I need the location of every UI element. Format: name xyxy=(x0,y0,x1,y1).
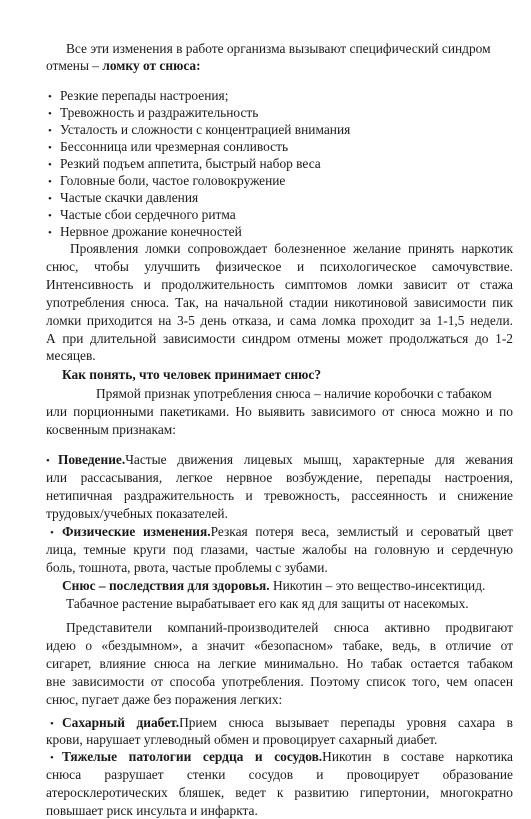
bullet-icon: • xyxy=(48,210,52,222)
paragraph-line xyxy=(62,577,485,594)
bullet-icon: • xyxy=(48,193,52,205)
intro-line-2 xyxy=(46,57,201,74)
bullet-icon: • xyxy=(48,108,52,120)
bullet-icon: • xyxy=(50,527,54,539)
paragraph-line: косвенным признакам: xyxy=(46,422,177,437)
paragraph-line: месяцев. xyxy=(46,348,96,363)
item-text: Никотин – это вещество-инсектицид. xyxy=(269,578,486,593)
bullet-icon: • xyxy=(48,91,52,103)
item-label: Тяжелые патологии сердца и сосудов. xyxy=(62,749,323,764)
paragraph-line: Проявления ломки сопровождает болезненное желание принять наркотик xyxy=(70,241,513,256)
bullet-icon: • xyxy=(48,176,52,188)
item-text: Частые движения лицевых мышц, характерные для жевания xyxy=(125,452,513,467)
list-item-text: Резкие перепады настроения; xyxy=(60,88,229,103)
item-label: Снюс – последствия для здоровья. xyxy=(62,578,270,593)
bullet-icon: • xyxy=(48,142,52,154)
list-item-text: Бессонница или чрезмерная сонливость xyxy=(60,139,289,154)
paragraph-line: ломки приходится на 3-5 день отказа, и сама ломка проходит за 1-1,5 недели. xyxy=(46,313,513,328)
bullet-icon: • xyxy=(48,227,52,239)
paragraph-line: или порционными пакетиками. Но выявить зависимого от снюса можно и по xyxy=(46,404,513,419)
item-label: Сахарный диабет. xyxy=(62,715,180,730)
paragraph-line: идею о «бездымном», а значит «безопасном» табаке, ведь, в отличие от xyxy=(46,638,513,653)
intro-line-2-text: отмены – xyxy=(46,58,103,73)
paragraph-line: лица, темные круги под глазами, частые жалобы на головную и сердечную xyxy=(46,542,513,557)
paragraph-line: снюс, пугает даже без поражения легких: xyxy=(46,692,283,707)
paragraph-line: или рассасывания, легкое нервное возбуждение, перепады настроения, xyxy=(46,470,513,485)
paragraph-line: сигарет, влияние снюса на легкие минимально. Но табак остается табаком xyxy=(46,656,513,671)
list-item-text: Головные боли, частое головокружение xyxy=(60,173,286,188)
paragraph-line xyxy=(50,748,513,767)
paragraph-line: повышает риск инсульта и инфаркта. xyxy=(46,803,258,818)
paragraph-line: вне зависимости от способа употребления. Поэтому список того, чем опасен xyxy=(46,674,513,689)
bullet-icon: • xyxy=(50,752,54,764)
paragraph-line: трудовых/учебных показателей. xyxy=(46,506,228,521)
paragraph-line: атеросклеротических бляшек, ведет к развитию гипертонии, многократно xyxy=(46,785,513,800)
list-item-text: Тревожность и раздражительность xyxy=(60,105,259,120)
paragraph-line: боль, тошнота, рвота, частые проблемы с зубами. xyxy=(46,560,328,575)
paragraph-line xyxy=(50,523,513,542)
paragraph-line: Прямой признак употребления снюса – наличие коробочки с табаком xyxy=(96,386,492,401)
list-item-text: Резкий подъем аппетита, быстрый набор веса xyxy=(60,156,321,171)
item-text: Резкая потеря веса, землистый и сероватый цвет xyxy=(210,524,513,539)
list-item-text: Частые скачки давления xyxy=(60,190,199,205)
paragraph-line: употребления снюса. Так, на начальной стадии никотиновой зависимости пик xyxy=(46,295,513,310)
section-heading: Как понять, что человек принимает снюс? xyxy=(62,367,322,382)
paragraph-line: крови, нарушает углеводный обмен и провоцирует сахарный диабет. xyxy=(46,732,438,747)
bullet-icon: • xyxy=(48,125,52,137)
paragraph-line: Интенсивность и продолжительность симптомов ломки зависит от стажа xyxy=(46,277,513,292)
item-text: Прием снюса вызывает перепады уровня сахара в xyxy=(179,715,513,730)
bullet-icon: • xyxy=(46,455,50,467)
paragraph-line: Табачное растение вырабатывает его как яд для защиты от насекомых. xyxy=(66,596,469,611)
paragraph-line: А при длительной зависимости синдром отмены может продолжаться до 1-2 xyxy=(46,331,513,346)
paragraph-line xyxy=(46,451,513,470)
item-label: Физические изменения. xyxy=(62,524,211,539)
list-item-text: Частые сбои сердечного ритма xyxy=(60,207,236,222)
paragraph-line: нетипичная раздражительность и тревожность, рассеянность и снижение xyxy=(46,488,513,503)
paragraph-line: Представители компаний-производителей снюса активно продвигают xyxy=(66,620,513,635)
bullet-icon: • xyxy=(48,159,52,171)
bullet-icon: • xyxy=(50,718,54,730)
item-text: Никотин в составе наркотика xyxy=(322,749,513,764)
item-label: Поведение. xyxy=(58,452,126,467)
paragraph-line: снюса разрушает стенки сосудов и провоцирует образование xyxy=(46,767,513,782)
intro-term: ломку от снюса: xyxy=(102,58,201,73)
list-item-text: Нервное дрожание конечностей xyxy=(60,224,242,239)
paragraph-line: снюс, чтобы улучшить физическое и психологическое самочувствие. xyxy=(46,259,513,274)
list-item-text: Усталость и сложности с концентрацией внимания xyxy=(60,122,351,137)
intro-line-1: Все эти изменения в работе организма вызывают специфический синдром xyxy=(66,41,491,56)
